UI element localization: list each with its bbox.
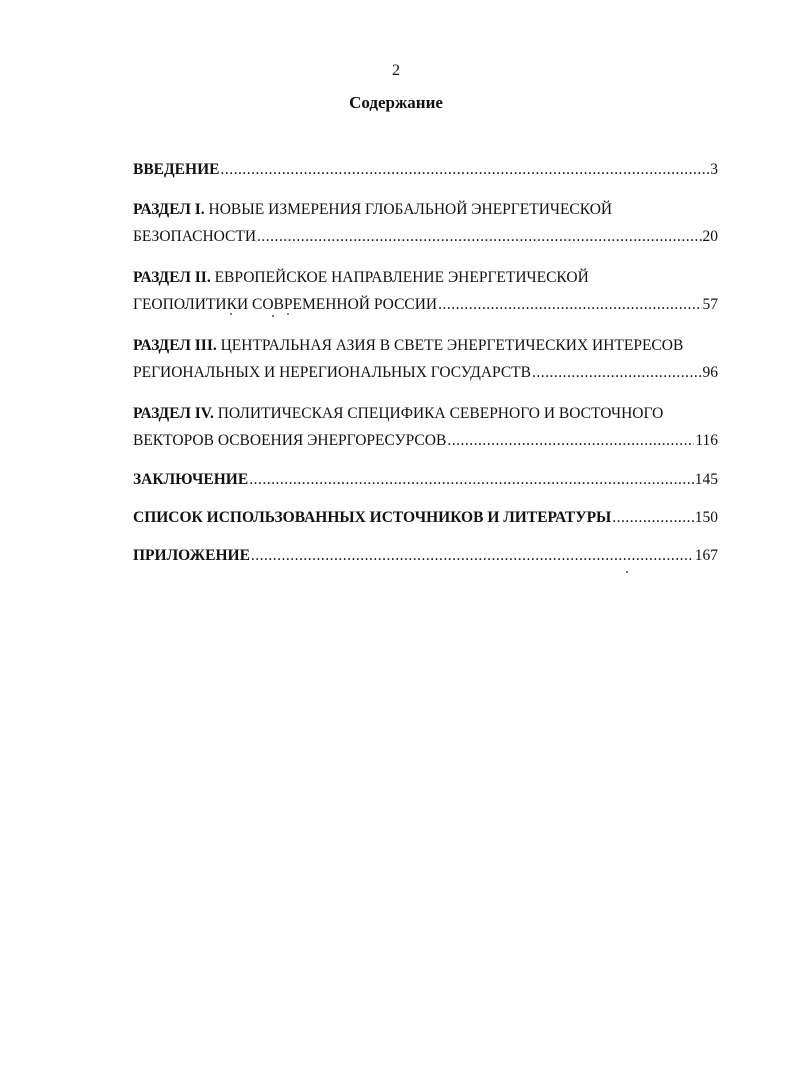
toc-entry-sources[interactable] <box>133 506 718 530</box>
toc-line <box>133 332 718 359</box>
toc-entry-page: 57 <box>702 296 718 313</box>
toc-line <box>133 544 718 568</box>
toc-entry-page: 96 <box>702 364 718 381</box>
dot-leader <box>447 427 694 454</box>
toc-entry-page: 167 <box>694 547 718 564</box>
toc-entry-page: 3 <box>710 161 718 178</box>
dot-leader <box>249 468 694 492</box>
section-title-line1: ПОЛИТИЧЕСКАЯ СПЕЦИФИКА СЕВЕРНОГО И ВОСТОЧНОГО <box>213 405 664 422</box>
dot-leader <box>220 158 709 182</box>
scan-speck <box>287 313 289 315</box>
toc-entry-conclusion[interactable] <box>133 468 718 492</box>
toc-line <box>133 158 718 182</box>
section-title-line1: НОВЫЕ ИЗМЕРЕНИЯ ГЛОБАЛЬНОЙ ЭНЕРГЕТИЧЕСКОЙ <box>204 201 613 218</box>
toc-entry-page: 150 <box>694 509 718 526</box>
toc-entry-label <box>133 332 683 359</box>
section-title-line2: ГЕОПОЛИТИКИ СОВРЕМЕННОЙ РОССИИ <box>133 296 438 313</box>
toc-line <box>133 359 718 386</box>
toc-entry-label: ЗАКЛЮЧЕНИЕ <box>133 471 249 488</box>
toc-entry-section-2[interactable] <box>133 264 718 318</box>
toc-line <box>133 400 718 427</box>
toc-line <box>133 468 718 492</box>
toc-entry-label: ПРИЛОЖЕНИЕ <box>133 547 250 564</box>
dot-leader <box>438 291 701 318</box>
toc-entry-intro[interactable] <box>133 158 718 182</box>
toc-line <box>133 196 718 223</box>
toc-line <box>133 291 718 318</box>
dot-leader <box>257 223 701 250</box>
dot-leader <box>612 506 693 530</box>
toc-entry-section-3[interactable] <box>133 332 718 386</box>
toc-line <box>133 223 718 250</box>
toc-entry-label <box>133 400 663 427</box>
dot-leader <box>251 544 694 568</box>
toc-entry-section-4[interactable] <box>133 400 718 454</box>
section-title-line1: ЦЕНТРАЛЬНАЯ АЗИЯ В СВЕТЕ ЭНЕРГЕТИЧЕСКИХ ИНТЕРЕСОВ <box>216 337 684 354</box>
toc-entry-label: СПИСОК ИСПОЛЬЗОВАННЫХ ИСТОЧНИКОВ И ЛИТЕРАТУРЫ <box>133 509 612 526</box>
toc-entry-label: ВВЕДЕНИЕ <box>133 161 220 178</box>
section-title-line2: РЕГИОНАЛЬНЫХ И НЕРЕГИОНАЛЬНЫХ ГОСУДАРСТВ <box>133 364 531 381</box>
toc-line <box>133 427 718 454</box>
toc-entry-page: 20 <box>702 228 718 245</box>
toc-entry-page: 116 <box>695 432 718 449</box>
section-prefix: РАЗДЕЛ I. <box>133 201 205 218</box>
toc-entry-page: 145 <box>694 471 718 488</box>
scan-speck <box>230 313 232 315</box>
page-number: 2 <box>392 62 400 79</box>
dot-leader <box>532 359 702 386</box>
section-title-line2: ВЕКТОРОВ ОСВОЕНИЯ ЭНЕРГОРЕСУРСОВ <box>133 432 447 449</box>
section-prefix: РАЗДЕЛ II. <box>133 269 211 286</box>
toc-entry-appendix[interactable] <box>133 544 718 568</box>
section-title-line1: ЕВРОПЕЙСКОЕ НАПРАВЛЕНИЕ ЭНЕРГЕТИЧЕСКОЙ <box>210 269 589 286</box>
section-title-line2: БЕЗОПАСНОСТИ <box>133 228 257 245</box>
section-prefix: РАЗДЕЛ III. <box>133 337 217 354</box>
scan-speck <box>272 315 274 317</box>
scan-speck <box>626 571 628 573</box>
toc-line <box>133 506 718 530</box>
section-prefix: РАЗДЕЛ IV. <box>133 405 214 422</box>
toc-entry-section-1[interactable] <box>133 196 718 250</box>
toc-entry-label <box>133 196 612 223</box>
table-of-contents <box>133 158 718 582</box>
toc-title: Содержание <box>349 93 443 112</box>
toc-entry-label <box>133 264 589 291</box>
toc-line <box>133 264 718 291</box>
